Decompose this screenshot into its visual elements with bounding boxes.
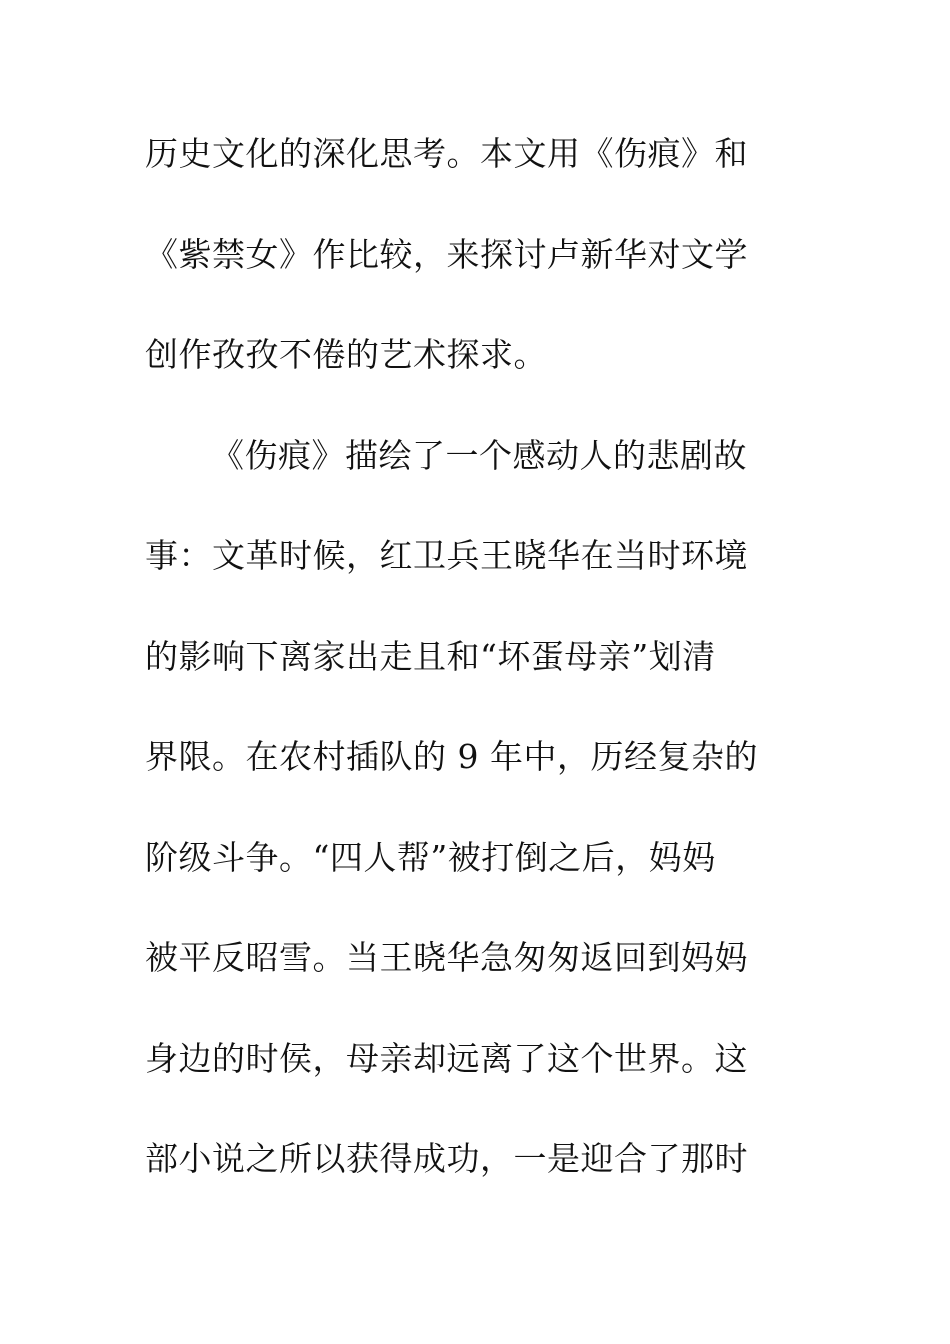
paragraph-first-line: 《伤痕》描绘了一个感动人的悲剧故 <box>211 435 747 475</box>
text-line: 事：文革时候，红卫兵王晓华在当时环境 <box>145 536 748 575</box>
text-line: 界限。在农村插队的 9 年中，历经复杂的 <box>145 737 758 776</box>
text-line: 的影响下离家出走且和“坏蛋母亲”划清 <box>145 636 716 676</box>
text-line: 被平反昭雪。当王晓华急匆匆返回到妈妈 <box>145 938 748 977</box>
text-line: 《紫禁女》作比较，来探讨卢新华对文学 <box>145 234 748 274</box>
text-line: 阶级斗争。“四人帮”被打倒之后，妈妈 <box>145 837 716 877</box>
body-text <box>145 127 785 1233</box>
text-line: 创作孜孜不倦的艺术探求。 <box>145 335 547 374</box>
text-line: 部小说之所以获得成功，一是迎合了那时 <box>145 1139 748 1178</box>
text-line: 历史文化的深化思考。本文用《伤痕》和 <box>145 134 748 173</box>
text-line: 身边的时侯，母亲却远离了这个世界。这 <box>145 1038 748 1078</box>
